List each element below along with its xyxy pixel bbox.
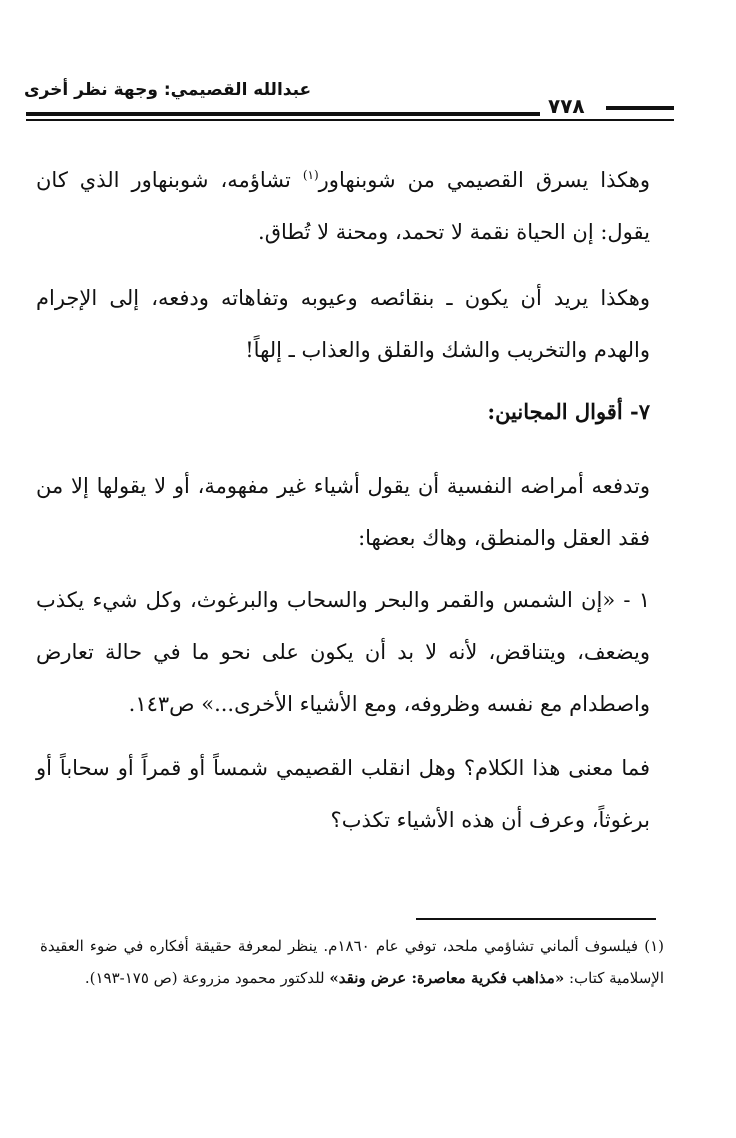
footnote	[40, 930, 664, 994]
paragraph-2: وهكذا يريد أن يكون ـ بنقائصه وعيوبه وتفاهاته ودفعه، إلى الإجرام والهدم والتخريب والشك والقلق والعذاب ـ إلهاً!	[36, 286, 650, 362]
section-heading: ٧- أقوال المجانين:	[487, 399, 650, 424]
header-dash	[606, 106, 674, 110]
footnote-separator	[416, 918, 656, 920]
quotation-item-1: ١ - «إن الشمس والقمر والبحر والسحاب والبرغوث، وكل شيء يكذب ويضعف، ويتناقض، لأنه لا بد أن يكون على نحو ما في حالة تعارض واصطدام مع نفسه وظروفه، ومع الأشياء الأخرى...» ص١٤٣.	[36, 588, 650, 716]
paragraph-1-end: تشاؤمه، شوبنهاور الذي كان يقول: إن الحياة نقمة لا تحمد، ومحنة لا تُطاق.	[36, 168, 650, 244]
paragraph-4: وتدفعه أمراضه النفسية أن يقول أشياء غير مفهومة، أو لا يقولها إلا من فقد العقل والمنطق، وهاك بعضها:	[36, 474, 650, 550]
running-header-title: عبدالله القصيمي: وجهة نظر أخرى	[24, 80, 312, 100]
page-number: ٧٧٨	[548, 94, 585, 118]
footnote-text-start: فيلسوف ألماني تشاؤمي ملحد، توفي عام ١٨٦٠م. ينظر لمعرفة حقيقة أفكاره في ضوء العقيدة الإسلامية كتاب:	[40, 937, 664, 987]
footnote-book-title: «مذاهب فكرية معاصرة: عرض ونقد»	[329, 969, 565, 987]
header-rule-thin	[26, 119, 674, 121]
footnote-reference[interactable]: (١)	[302, 168, 319, 182]
paragraph-1	[36, 154, 650, 258]
footnote-marker: (١)	[644, 937, 664, 955]
paragraph-1-start: وهكذا يسرق القصيمي من شوبنهاور	[318, 168, 650, 192]
footnote-text-end: للدكتور محمود مزروعة (ص ١٧٥-١٩٣).	[84, 969, 330, 987]
paragraph-6: فما معنى هذا الكلام؟ وهل انقلب القصيمي شمساً أو قمراً أو سحاباً أو برغوثاً، وعرف أن هذه الأشياء تكذب؟	[36, 756, 650, 832]
header-rule-thick	[26, 112, 540, 116]
